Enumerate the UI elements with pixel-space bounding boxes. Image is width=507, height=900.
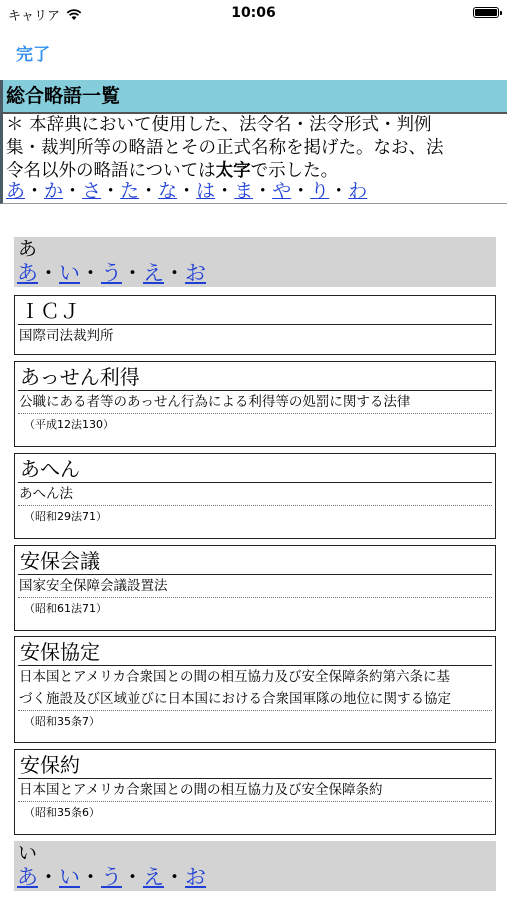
entry-anpo-kaigi[interactable]: [14, 545, 496, 631]
section-link-e[interactable]: え: [143, 865, 164, 889]
entry-definition-line-2: づく施設及び区域並びに日本国における合衆国軍隊の地位に関する協定: [18, 688, 492, 711]
kana-link-wa[interactable]: わ: [348, 180, 368, 202]
section-nav: あ・い・う・え・お: [17, 865, 206, 889]
desc-line-1: ＊ 本辞典において使用した、法令名・法令形式・判例: [6, 115, 432, 135]
status-time: 10:06: [231, 5, 276, 21]
kana-link-ka[interactable]: か: [44, 180, 64, 202]
section-link-e[interactable]: え: [143, 261, 164, 285]
entry-reference: （昭和35条6）: [24, 806, 100, 819]
status-bar: [0, 0, 507, 26]
entry-definition: 公職にある者等のあっせん行為による利得等の処罰に関する法律: [18, 391, 492, 414]
desc-bold-word: 太字: [215, 161, 251, 181]
desc-line-2: 集・裁判所等の略語とその正式名称を掲げた。なお、法: [6, 138, 444, 158]
section-link-o[interactable]: お: [185, 865, 206, 889]
section-nav: あ・い・う・え・お: [17, 261, 206, 285]
nav-bar: [0, 26, 507, 78]
desc-line-3-post: で示した。: [250, 161, 339, 181]
kana-link-ri[interactable]: り: [310, 180, 330, 202]
entry-assen-ritoku[interactable]: [14, 361, 496, 447]
section-link-a[interactable]: あ: [17, 865, 38, 889]
kana-link-sa[interactable]: さ: [82, 180, 102, 202]
section-link-u[interactable]: う: [101, 261, 122, 285]
entry-term: あっせん利得: [18, 364, 492, 391]
entry-anpo-yaku[interactable]: [14, 749, 496, 835]
carrier-label: キャリア: [8, 9, 61, 24]
kana-link-ta[interactable]: た: [120, 180, 140, 202]
kana-link-na[interactable]: な: [158, 180, 178, 202]
entry-icj[interactable]: [14, 295, 496, 355]
entry-anpo-kyotei[interactable]: [14, 636, 496, 743]
section-link-o[interactable]: お: [185, 261, 206, 285]
entry-definition-line-1: 日本国とアメリカ合衆国との間の相互協力及び安全保障条約第六条に基: [19, 669, 451, 685]
entry-reference: （昭和61法71）: [24, 602, 107, 615]
kana-link-a[interactable]: あ: [6, 180, 26, 202]
entry-definition: 日本国とアメリカ合衆国との間の相互協力及び安全保障条約: [18, 779, 492, 802]
section-header-i: [14, 841, 496, 891]
kana-link-ma[interactable]: ま: [234, 180, 254, 202]
entry-term: 安保会議: [18, 548, 492, 575]
section-label: あ: [18, 238, 38, 260]
desc-line-3-pre: 令名以外の略語については: [6, 161, 216, 181]
section-label: い: [18, 842, 38, 864]
entry-term: 安保協定: [18, 639, 492, 666]
entry-term: ＩＣＪ: [18, 298, 492, 325]
entry-reference: （平成12法130）: [24, 418, 114, 431]
entry-term: あへん: [18, 456, 492, 483]
entry-reference: （昭和35条7）: [24, 715, 100, 728]
section-link-i[interactable]: い: [59, 261, 80, 285]
section-link-u[interactable]: う: [101, 865, 122, 889]
kana-link-ya[interactable]: や: [272, 180, 292, 202]
header-description: [0, 114, 507, 183]
entry-definition: 国家安全保障会議設置法: [18, 575, 492, 598]
section-header-a: [14, 237, 496, 287]
entry-definition: 国際司法裁判所: [19, 328, 114, 344]
kana-index-nav: あ・か・さ・た・な・は・ま・や・り・わ: [0, 180, 507, 204]
entry-term: 安保約: [18, 752, 492, 779]
battery-icon: [473, 7, 499, 18]
section-link-i[interactable]: い: [59, 865, 80, 889]
entry-reference: （昭和29法71）: [24, 510, 107, 523]
kana-link-ha[interactable]: は: [196, 180, 216, 202]
done-button[interactable]: 完了: [16, 45, 50, 65]
page-title: 総合略語一覧: [0, 80, 507, 114]
entry-ahen[interactable]: [14, 453, 496, 539]
section-link-a[interactable]: あ: [17, 261, 38, 285]
entry-definition: あへん法: [18, 483, 492, 506]
